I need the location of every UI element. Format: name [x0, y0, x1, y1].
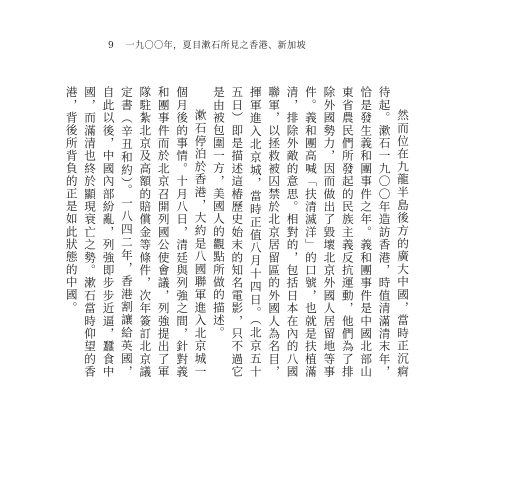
paragraph-1: 然而位在九龍半島後方的廣大中國，當時正沉痾待起。漱石一九〇〇年造訪香港，時值清滿清末年，恰是發生義和團事件之年。義和團事件是中國北部山東省農民們所發起的民族主義反抗運動，他們為了排除外國勢力，因而做出了毀壞北京外國人居留地等事件。義和團高喊「扶清滅洋」的口號，也就是扶植滿清，排除外敵的意思。相對的，包括日本在內的八國聯軍，以拯救被囚禁於北京居留區的外國人為名目，揮軍進入北京城，當時正值八月十四日。（北京五十五日）即是描述這椿歷史始末的知名電影，只不過它是由被包圍一方，美國人的觀點所做的描述。 — [211, 86, 410, 378]
page-number: 9 — [108, 41, 115, 51]
running-title: 一九〇〇年，夏目漱石所見之香港、新加坡 — [125, 41, 307, 51]
paragraph-2: 漱石停泊於香港，大約是八國聯軍進入北京城一個月後的事情。十月八日，清廷與列強之間，針對義和團事件而於北京召開列國公使會議，列強提出了軍隊駐紮北京及高額的賠償金等條件，次年簽訂北京議定書（辛丑和約）。一八四二年，香港割讓給英國，自此以後，中國內部紛亂，列強即步步近逼，蠶食中國，而滿清也終於顯現衰亡之勢。漱石當時仰望的香港，背後所背負的正是如此狀態的中國。 — [64, 86, 208, 378]
body-text — [64, 86, 412, 378]
page-header — [108, 38, 306, 51]
